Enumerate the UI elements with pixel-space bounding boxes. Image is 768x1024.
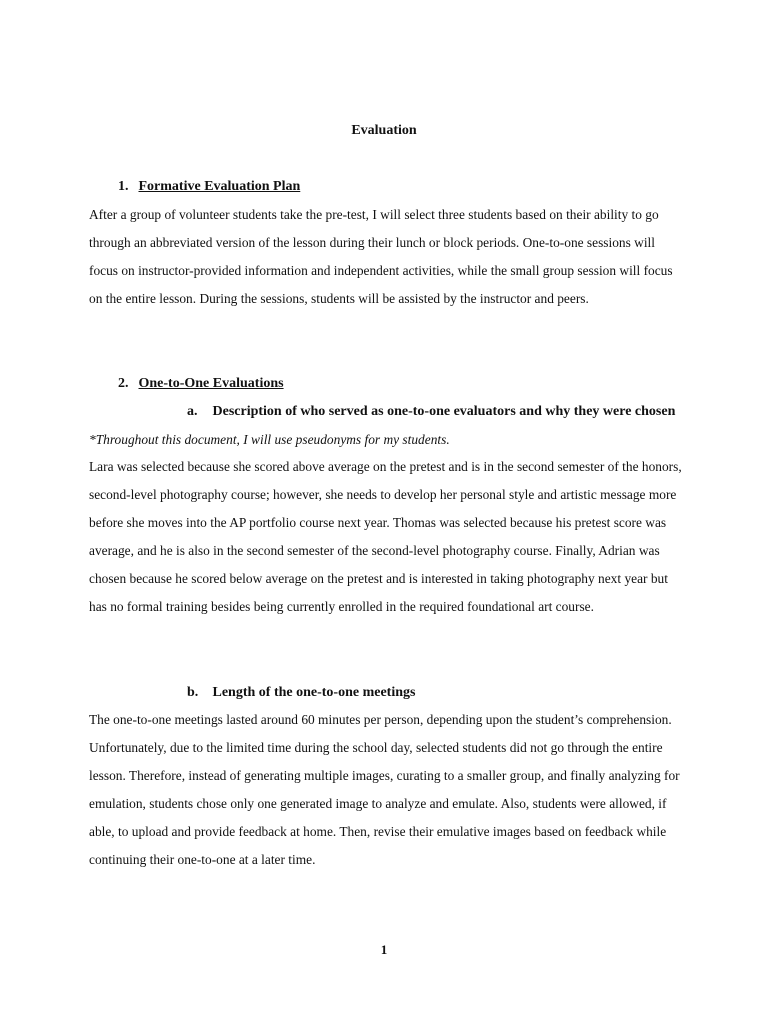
pseudonym-note: *Throughout this document, I will use pseudonyms for my students.	[89, 432, 450, 447]
subsection-b-heading	[187, 683, 415, 703]
page-title: Evaluation	[351, 123, 417, 138]
subsection-b-paragraph: The one-to-one meetings lasted around 60 minutes per person, depending upon the student’s comprehension. Unfortunately, due to the limited time during the school day, selected students did not go through the entire lesson. Therefore, instead of generating multiple images, curating to a smaller group, and finally analyzing for emulation, students chose only one generated image to analyze and emulate. Also, students were allowed, if able, to upload and provide feedback at home. Then, revise their emulative images based on feedback while continuing their one-to-one at a later time.	[89, 712, 680, 867]
section-2-title: One-to-One Evaluations	[138, 376, 284, 391]
section-1-number: 1.	[118, 179, 129, 194]
section-2-heading	[118, 374, 284, 394]
subsection-a-letter: a.	[187, 404, 198, 419]
section-1-title: Formative Evaluation Plan	[138, 179, 301, 194]
subsection-a-title: Description of who served as one-to-one evaluators and why they were chosen	[212, 404, 676, 419]
subsection-a-paragraph: Lara was selected because she scored above average on the pretest and is in the second semester of the honors, second-level photography course; however, she needs to develop her personal style and artistic message more before she moves into the AP portfolio course next year. Thomas was selected because his pretest score was average, and he is also in the second semester of the second-level photography course. Finally, Adrian was chosen because he scored below average on the pretest and is interested in taking photography next year but has no formal training besides being currently enrolled in the required foundational art course.	[89, 459, 682, 614]
page-number: 1	[380, 942, 388, 957]
subsection-a-heading	[187, 402, 675, 422]
section-1-paragraph: After a group of volunteer students take the pre-test, I will select three students based on their ability to go through an abbreviated version of the lesson during their lunch or block periods. One-to-one sessions will focus on instructor-provided information and independent activities, while the small group session will focus on the entire lesson. During the sessions, students will be assisted by the instructor and peers.	[89, 207, 673, 306]
section-2-number: 2.	[118, 376, 129, 391]
subsection-b-title: Length of the one-to-one meetings	[212, 685, 416, 700]
subsection-b-letter: b.	[187, 685, 199, 700]
section-1-heading	[118, 177, 300, 197]
